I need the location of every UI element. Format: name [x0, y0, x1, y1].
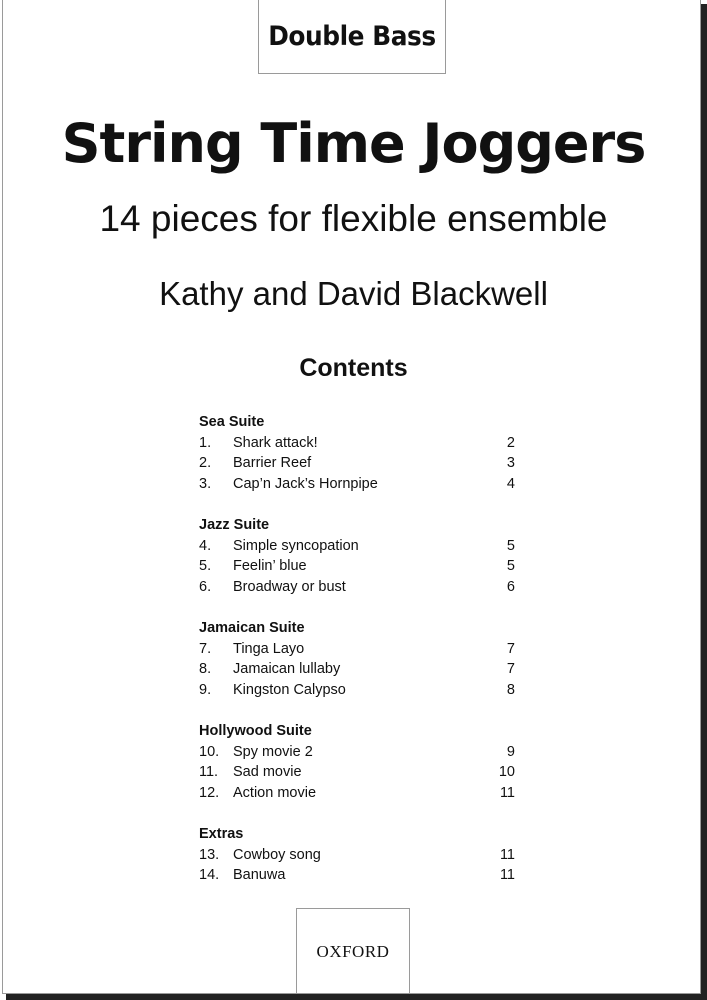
toc-entry: [199, 742, 515, 763]
instrument-box: [258, 0, 446, 74]
entry-name: Tinga Layo: [233, 640, 305, 657]
entry-number: 5.: [199, 558, 212, 574]
toc-entry: [199, 845, 515, 866]
toc-entry: [199, 536, 515, 557]
book-subtitle: 14 pieces for flexible ensemble: [99, 198, 608, 239]
toc-entry: [199, 659, 515, 680]
toc-entry: [199, 783, 515, 804]
entry-name: Cap’n Jack’s Hornpipe: [233, 475, 378, 492]
entry-name: Barrier Reef: [233, 455, 312, 471]
table-of-contents: [199, 412, 515, 907]
entry-number: 12.: [199, 784, 220, 801]
entry-number: 4.: [199, 537, 212, 554]
entry-number: 14.: [199, 867, 220, 883]
book-title: String Time Joggers: [61, 112, 646, 175]
entry-page: 3: [506, 455, 515, 471]
entry-page: 6: [506, 578, 515, 595]
toc-entry: [199, 639, 515, 660]
toc-entry: [199, 865, 515, 886]
page-shadow-bottom: [6, 994, 707, 1000]
entry-name: Kingston Calypso: [233, 681, 346, 698]
entry-page: 11: [499, 867, 515, 883]
toc-entry: [199, 474, 515, 495]
entry-name: Spy movie 2: [233, 743, 313, 760]
suite-title: Hollywood Suite: [199, 723, 312, 739]
entry-page: 8: [506, 681, 515, 698]
entry-page: 7: [506, 640, 515, 657]
suite-title: Sea Suite: [199, 414, 265, 430]
instrument-label: Double Bass: [268, 21, 436, 52]
entry-name: Sad movie: [233, 764, 302, 780]
suite-sea: [199, 412, 515, 494]
entry-number: 11.: [199, 764, 219, 780]
book-authors: Kathy and David Blackwell: [159, 275, 548, 312]
toc-entry: [199, 433, 515, 454]
toc-entry: [199, 762, 515, 783]
entry-number: 10.: [199, 743, 220, 760]
entry-number: 6.: [199, 578, 212, 595]
entry-name: Jamaican lullaby: [233, 661, 341, 677]
suite-title: Jamaican Suite: [199, 620, 305, 636]
publisher-box: [296, 908, 410, 994]
suite-jamaican: [199, 618, 515, 700]
suite-extras: [199, 824, 515, 886]
toc-entry: [199, 556, 515, 577]
entry-page: 11: [499, 784, 515, 801]
entry-page: 9: [506, 743, 515, 760]
entry-number: 9.: [199, 681, 212, 698]
entry-number: 7.: [199, 640, 212, 657]
entry-name: Cowboy song: [233, 846, 321, 863]
entry-page: 2: [506, 434, 515, 451]
entry-name: Banuwa: [233, 867, 286, 883]
entry-name: Shark attack!: [233, 434, 318, 451]
toc-entry: [199, 680, 515, 701]
toc-entry: [199, 577, 515, 598]
suite-title: Jazz Suite: [199, 517, 270, 533]
toc-entry: [199, 453, 515, 474]
entry-name: Feelin’ blue: [233, 558, 307, 574]
entry-page: 7: [506, 661, 515, 677]
suite-title: Extras: [199, 826, 244, 842]
entry-page: 5: [506, 537, 515, 554]
suite-jazz: [199, 515, 515, 597]
entry-page: 10: [498, 764, 515, 780]
entry-number: 3.: [199, 475, 212, 492]
entry-name: Action movie: [233, 784, 317, 801]
entry-number: 8.: [199, 661, 212, 677]
entry-number: 2.: [199, 455, 212, 471]
entry-name: Broadway or bust: [233, 578, 346, 595]
entry-page: 11: [499, 846, 515, 863]
publisher-logo: OXFORD: [316, 941, 390, 961]
entry-page: 4: [506, 475, 515, 492]
contents-heading: Contents: [299, 354, 408, 382]
suite-hollywood: [199, 721, 515, 803]
entry-number: 13.: [199, 846, 220, 863]
entry-number: 1.: [199, 434, 212, 451]
entry-name: Simple syncopation: [233, 537, 359, 554]
entry-page: 5: [506, 558, 515, 574]
